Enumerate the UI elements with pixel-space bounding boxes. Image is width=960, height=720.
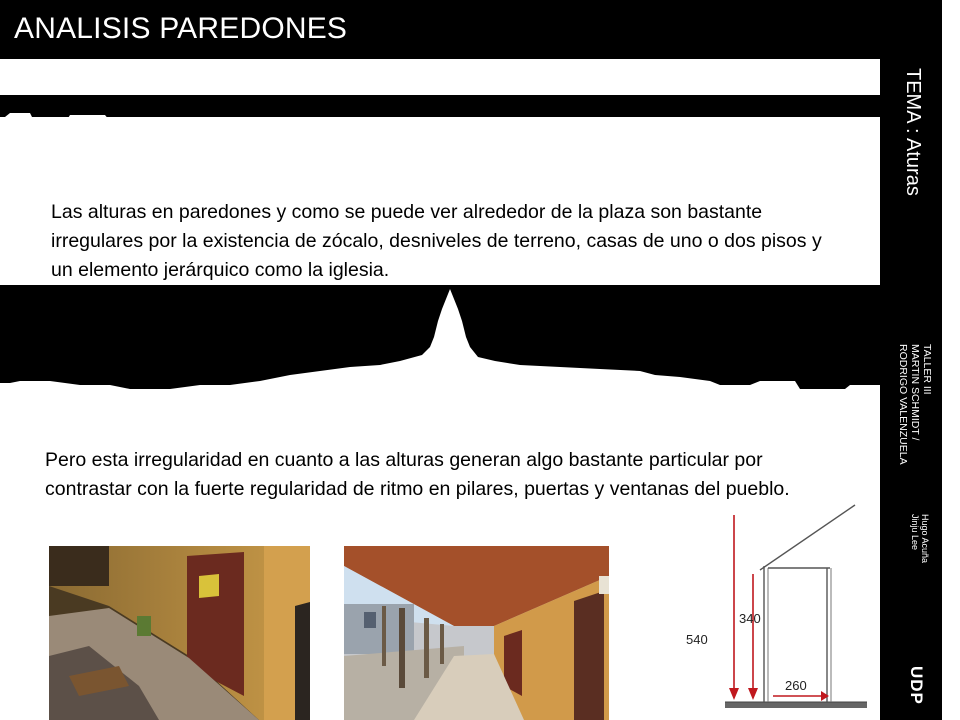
height-diagram bbox=[675, 500, 880, 720]
dimension-label-540: 540 bbox=[686, 632, 708, 647]
page-title: ANALISIS PAREDONES bbox=[14, 12, 348, 45]
paragraph-alturas: Las alturas en paredones y como se puede ver alrededor de la plaza son bastante irregulares por la existencia de zócalo, desniveles de terreno, casas de uno o dos pisos y un elemento jerárquico como la iglesia. bbox=[51, 200, 822, 281]
dimension-label-340: 340 bbox=[739, 611, 761, 626]
taller-line-3: RODRIGO VALENZUELA bbox=[897, 344, 909, 465]
roof-slope bbox=[760, 505, 855, 570]
ground-hatch bbox=[725, 702, 867, 708]
paragraph-irregularidad: Pero esta irregularidad en cuanto a las alturas generan algo bastante particular por contrastar con la fuerte regularidad de ritmo en pilares, puertas y ventanas del pueblo. bbox=[45, 448, 790, 500]
dimension-label-260: 260 bbox=[785, 678, 807, 693]
skyline-silhouette-church bbox=[0, 285, 880, 411]
taller-credits bbox=[897, 344, 933, 465]
tema-label: TEMA : Aturas bbox=[902, 68, 924, 196]
student-line-1: Hugo Acuña bbox=[920, 514, 930, 564]
header-bar bbox=[0, 0, 942, 59]
student-line-2: Jinju Lee bbox=[910, 514, 920, 551]
photo-arcade-pillars bbox=[344, 546, 609, 720]
arcade-pillars-image bbox=[344, 546, 609, 720]
photo-corridor-bench bbox=[49, 546, 310, 720]
student-credits bbox=[910, 514, 930, 563]
edge-strip bbox=[942, 0, 960, 720]
taller-line-1: TALLER III bbox=[921, 344, 933, 395]
taller-line-2: MARTIN SCHMIDT / bbox=[909, 344, 921, 441]
udp-logo: UDP bbox=[907, 666, 926, 705]
corridor-bench-image bbox=[49, 546, 310, 720]
